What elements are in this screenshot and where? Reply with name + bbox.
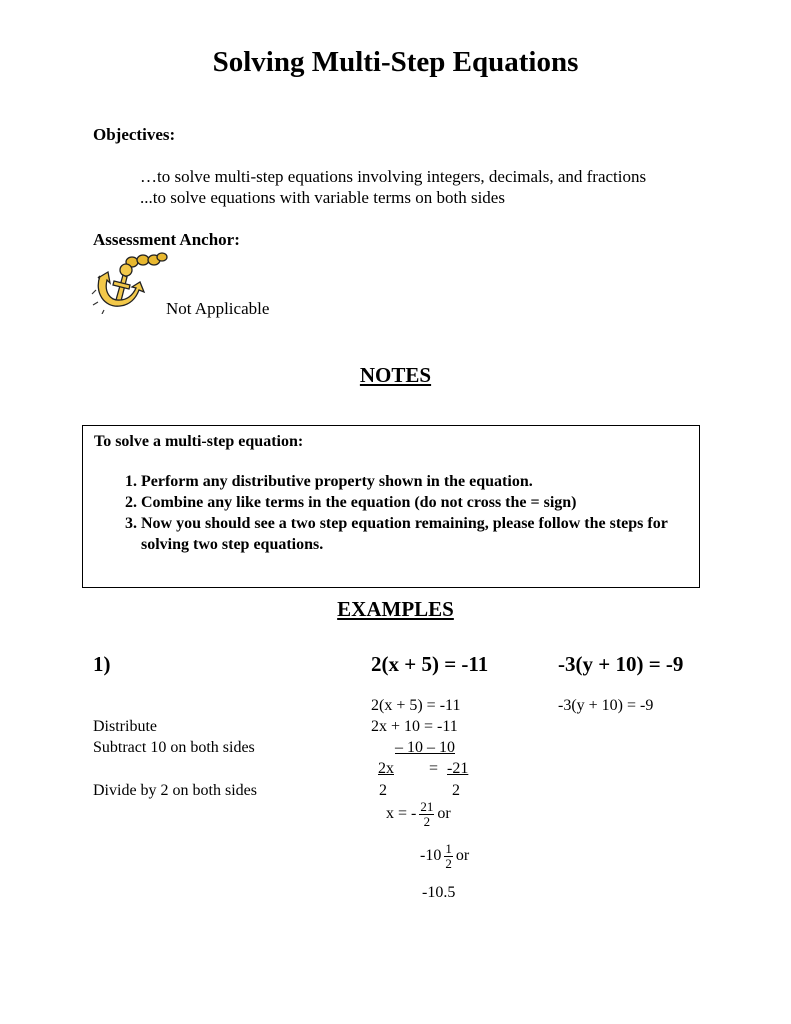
- work-a-term: 2: [452, 782, 460, 799]
- answer-or: or: [455, 847, 470, 865]
- work-a-answer: [420, 842, 469, 871]
- fraction-numerator: 21: [420, 799, 434, 814]
- step-label: Divide by 2 on both sides: [93, 782, 257, 799]
- answer-whole: -10: [420, 847, 442, 865]
- work-a-term: 2x: [378, 760, 394, 777]
- fraction-denominator: 2: [445, 856, 452, 871]
- assessment-heading: Assessment Anchor:: [93, 230, 240, 249]
- example-equation-a: 2(x + 5) = -11: [371, 652, 489, 676]
- assessment-value: Not Applicable: [166, 299, 270, 318]
- work-a-line: 2x + 10 = -11: [371, 718, 458, 735]
- fraction-numerator: 1: [445, 841, 452, 856]
- work-b-line: -3(y + 10) = -9: [558, 697, 654, 714]
- work-a-answer: -10.5: [422, 884, 456, 901]
- objective-item: ...to solve equations with variable terms on both sides: [140, 188, 505, 207]
- notes-box-heading: To solve a multi-step equation:: [94, 433, 304, 450]
- answer-or: or: [437, 805, 451, 823]
- notes-step: 2. Combine any like terms in the equation (do not cross the = sign): [141, 492, 701, 513]
- example-number: 1): [93, 652, 111, 676]
- anchor-icon: [90, 250, 168, 314]
- objective-item: …to solve multi-step equations involving integers, decimals, and fractions: [140, 167, 647, 186]
- fraction: [419, 800, 434, 829]
- example-equation-b: -3(y + 10) = -9: [558, 652, 684, 676]
- step-label: Subtract 10 on both sides: [93, 739, 255, 756]
- notes-steps-list: [115, 471, 701, 555]
- work-a-term: 2: [379, 782, 387, 799]
- objectives-heading: Objectives:: [93, 125, 176, 144]
- notes-step: 3. Now you should see a two step equation remaining, please follow the steps for solving two step equations.: [141, 513, 701, 555]
- work-a-term: =: [429, 760, 439, 777]
- answer-prefix: x = -: [386, 805, 417, 823]
- work-a-line: – 10 – 10: [395, 739, 455, 756]
- step-label: Distribute: [93, 718, 157, 735]
- page-title: Solving Multi-Step Equations: [212, 46, 579, 78]
- work-a-answer: [386, 800, 451, 829]
- work-a-term: -21: [447, 760, 469, 777]
- notes-step: 1. Perform any distributive property shown in the equation.: [141, 471, 701, 492]
- fraction: [444, 842, 453, 871]
- notes-title: NOTES: [359, 363, 432, 387]
- work-a-line: 2(x + 5) = -11: [371, 697, 461, 714]
- notes-box: [82, 425, 700, 588]
- examples-title: EXAMPLES: [337, 597, 454, 621]
- fraction-denominator: 2: [423, 814, 431, 829]
